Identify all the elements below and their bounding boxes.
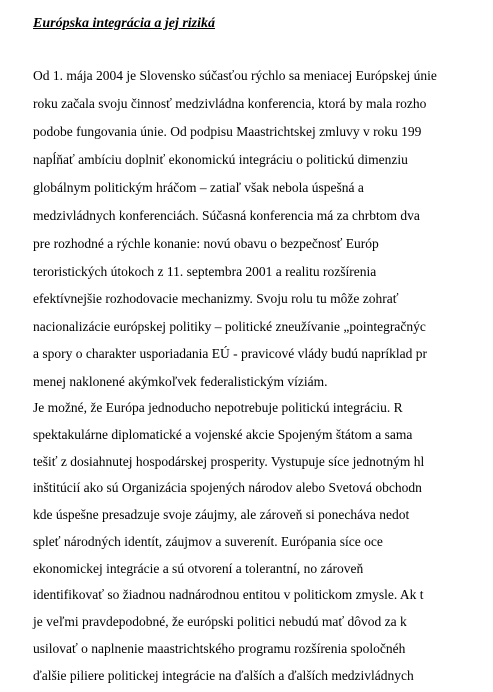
text-line: menej naklonené akýmkoľvek federalistickým víziám.	[33, 374, 328, 389]
text-line: nacionalizácie európskej politiky – politické zneužívanie „pointegračnýc	[33, 319, 426, 334]
text-line: tešiť z dosiahnutej hospodárskej prosperity. Vystupuje síce jednotným hl	[33, 454, 425, 469]
text-line: a spory o charakter usporiadania EÚ - pravicové vlády budú napríklad pr	[33, 346, 427, 361]
text-line: inštitúcií ako sú Organizácia spojených národov alebo Svetová obchodn	[33, 480, 422, 495]
text-line: usilovať o naplnenie maastrichtského programu rozšírenia spoločnéh	[33, 641, 406, 656]
text-line: napĺňať ambíciu doplniť ekonomickú integráciu o politickú dimenziu	[33, 152, 408, 167]
text-line: teroristických útokoch z 11. septembra 2001 a realitu rozšírenia	[33, 264, 377, 279]
text-line: podobe fungovania únie. Od podpisu Maastrichtskej zmluvy v roku 199	[33, 124, 422, 139]
text-line: Je možné, že Európa jednoducho nepotrebuje politickú integráciu. R	[33, 400, 403, 415]
text-line: roku začala svoju činnosť medzivládna konferencia, ktorá by mala rozho	[33, 96, 427, 111]
text-line: globálnym politickým hráčom – zatiaľ však nebola úspešná a	[33, 180, 364, 195]
text-line: je veľmi pravdepodobné, že európski politici nebudú mať dôvod za k	[33, 614, 407, 629]
text-line: kde úspešne presadzuje svoje záujmy, ale zároveň si ponecháva nedot	[33, 507, 410, 522]
text-line: ekonomickej integrácie a sú otvorení a tolerantní, no zároveň	[33, 561, 364, 576]
text-line: spleť národných identít, záujmov a suverenít. Európania síce oce	[33, 534, 383, 549]
text-line: ďalšie piliere politickej integrácie na ďalších a ďalších medzivládnych	[33, 668, 414, 683]
text-line: medzivládnych konferenciách. Súčasná konferencia má za chrbtom dva	[33, 208, 420, 223]
text-line: identifikovať so žiadnou nadnárodnou entitou v politickom zmysle. Ak t	[33, 587, 424, 602]
text-line: efektívnejšie rozhodovacie mechanizmy. Svoju rolu tu môže zohrať	[33, 291, 399, 306]
text-line: pre rozhodné a rýchle konanie: novú obavu o bezpečnosť Európ	[33, 236, 379, 251]
document-title: Európska integrácia a jej riziká	[33, 16, 216, 31]
text-line: spektakulárne diplomatické a vojenské akcie Spojeným štátom a sama	[33, 427, 413, 442]
text-line: Od 1. mája 2004 je Slovensko súčasťou rýchlo sa meniacej Európskej únie	[33, 68, 437, 83]
